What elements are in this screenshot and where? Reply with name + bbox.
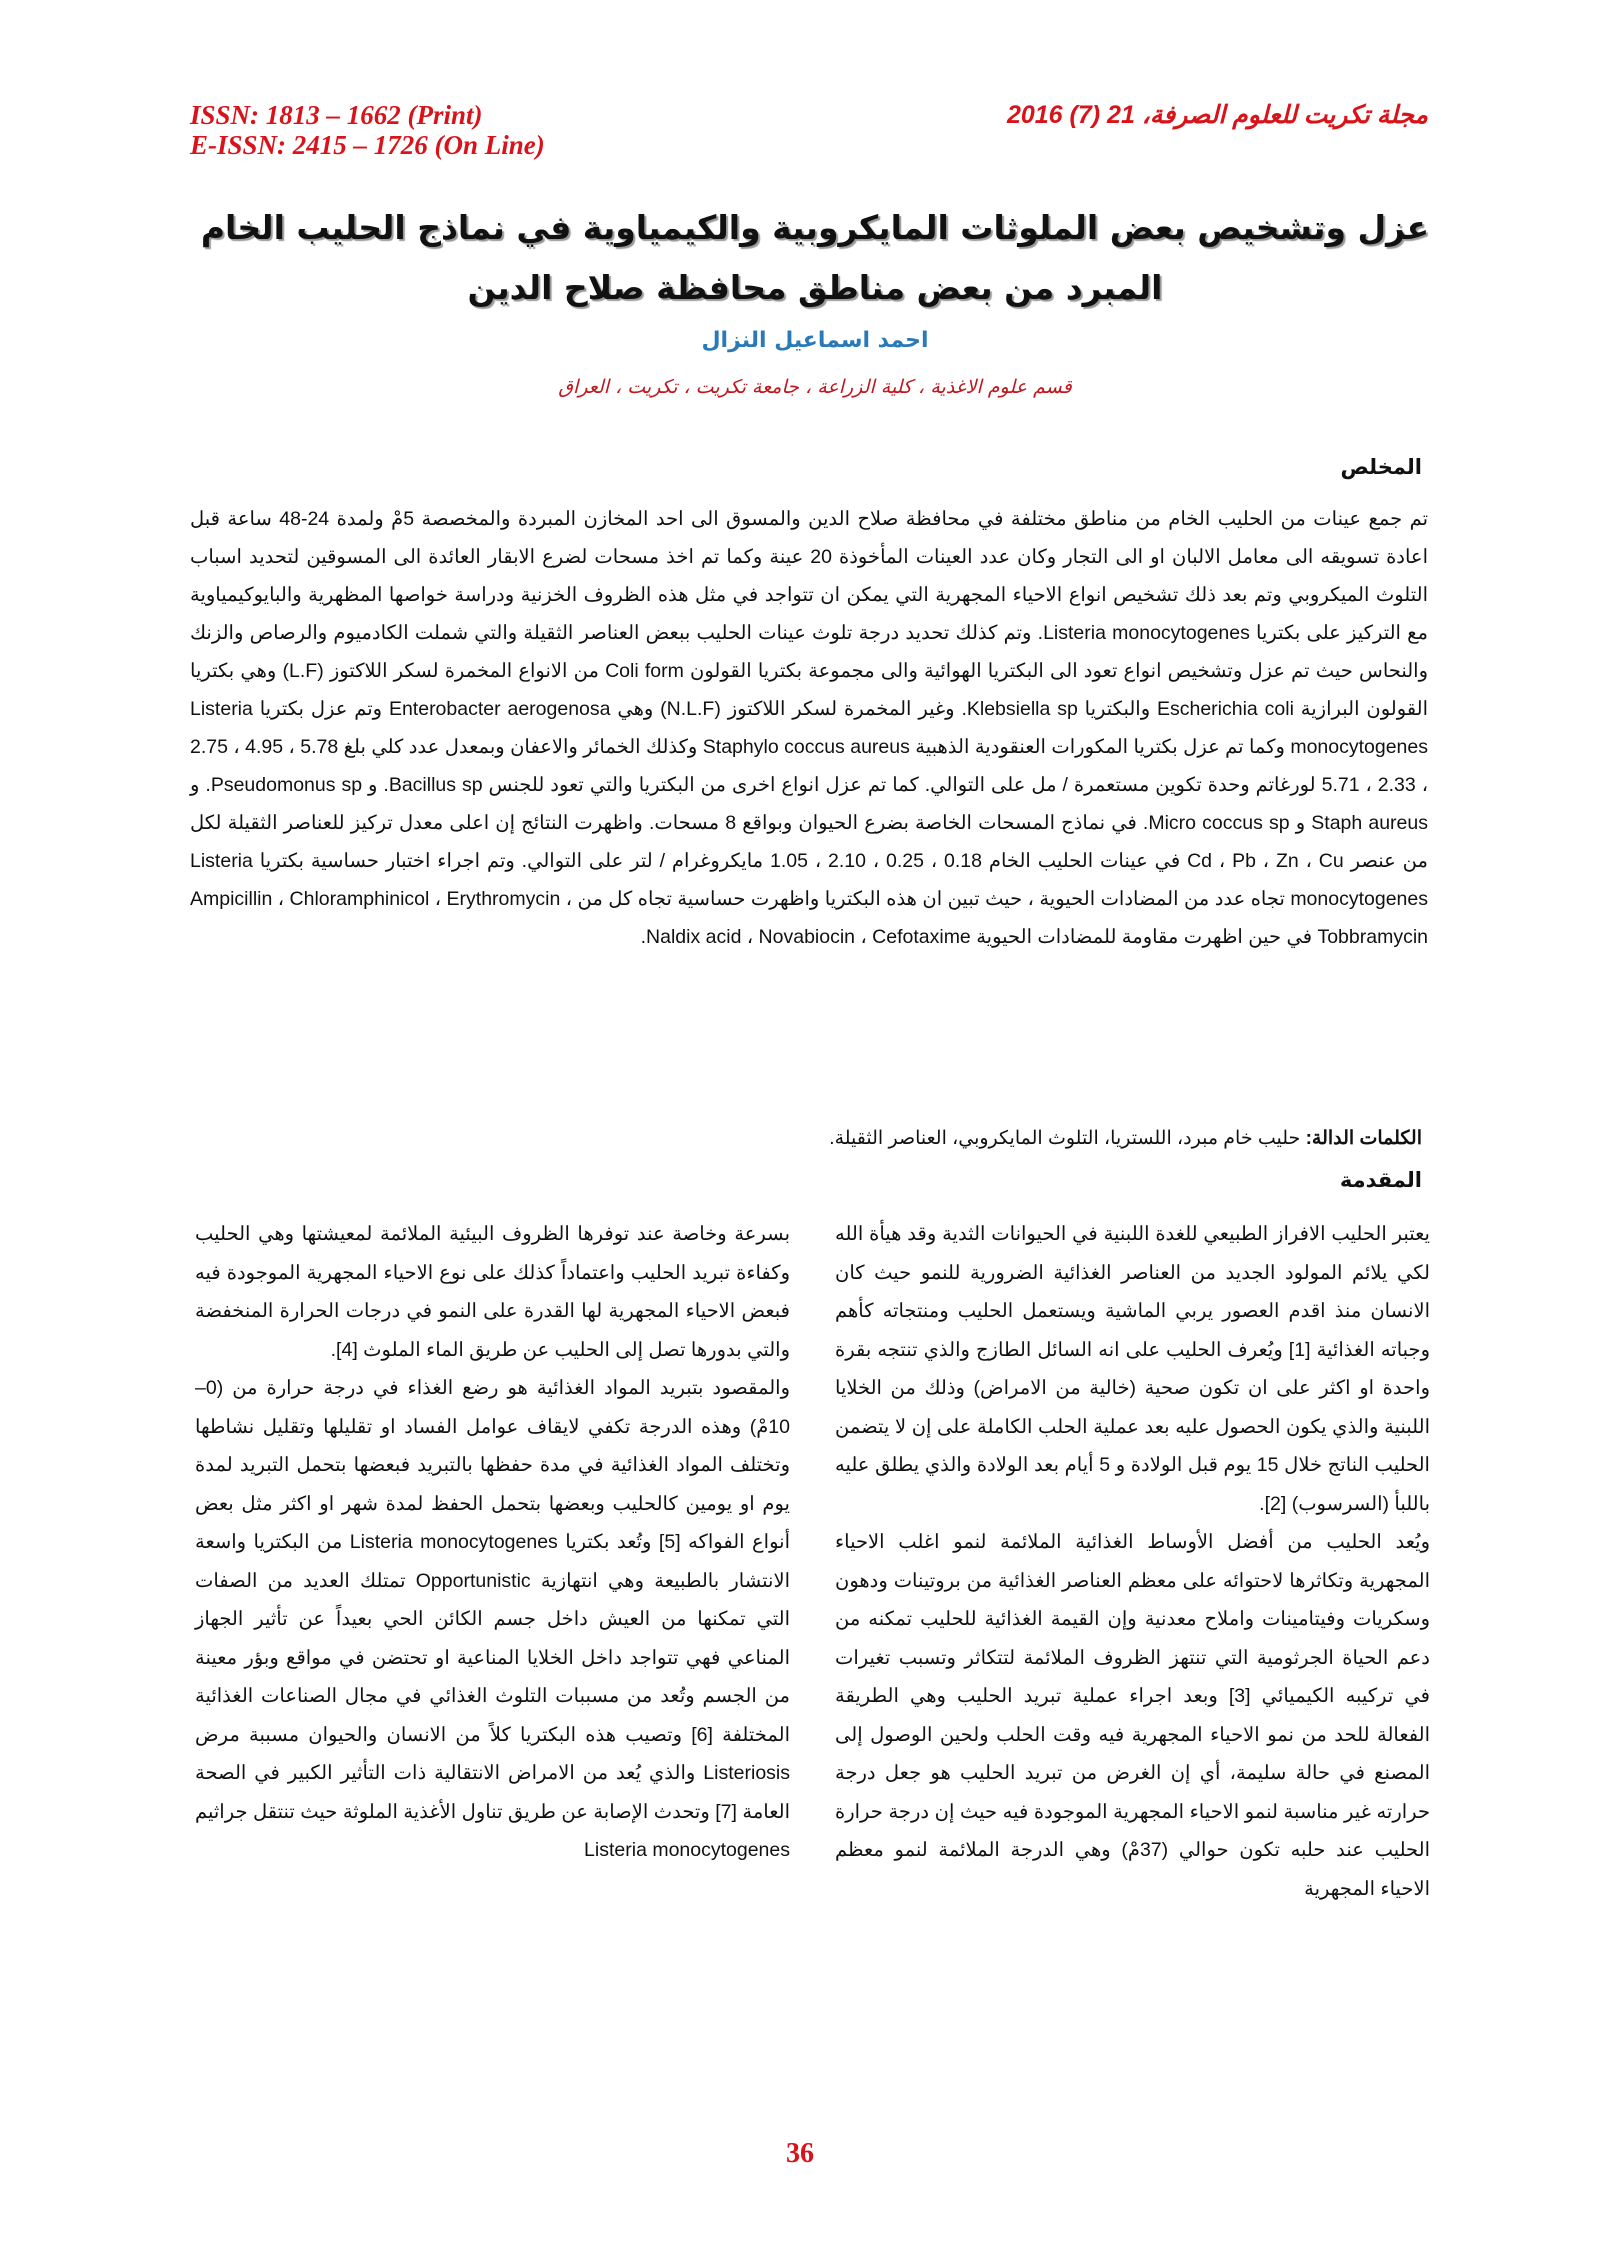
- issn-online: E-ISSN: 2415 – 1726 (On Line): [190, 130, 545, 160]
- keywords-label: الكلمات الدالة:: [1305, 1128, 1422, 1149]
- intro-paragraph: بسرعة وخاصة عند توفرها الظروف البيئية الملائمة لمعيشتها وهي الحليب وكفاءة تبريد الحليب واعتماداً كذلك على نوع الاحياء المجهرية الموجودة فيه فبعض الاحياء المجهرية لها القدرة على النمو في درجات الحرارة المنخفضة والتي بدورها تصل إلى الحليب عن طريق الماء الملوث [4].: [195, 1223, 790, 1361]
- intro-left-column: [195, 1215, 790, 1870]
- article-author: احمد اسماعيل النزال: [701, 328, 929, 353]
- issn-print: ISSN: 1813 – 1662 (Print): [190, 100, 483, 130]
- keywords-text: حليب خام مبرد، اللستريا، التلوث المايكروبي، العناصر الثقيلة.: [829, 1128, 1306, 1149]
- abstract-body: [190, 500, 1428, 956]
- intro-paragraph: ويُعد الحليب من أفضل الأوساط الغذائية الملائمة لنمو اغلب الاحياء المجهرية وتكاثرها لاحتوائه على معظم العناصر الغذائية من بروتينات ودهون وسكريات وفيتامينات واملاح معدنية وإن القيمة الغذائية للحليب تمكنه من دعم الحياة الجرثومية التي تنتهز الظروف الملائمة لتتكاثر وتسبب تغيرات في تركيبه الكيميائي [3] وبعد اجراء عملية تبريد الحليب وهي الطريقة الفعالة للحد من نمو الاحياء المجهرية فيه وقت الحلب ولحين الوصول إلى المصنع في حالة سليمة، أي إن الغرض من تبريد الحليب هو جعل درجة حرارته غير مناسبة لنمو الاحياء المجهرية الموجودة فيه حيث إن درجة حرارة الحليب عند حلبه تكون حوالي (37مْ) وهي الدرجة الملائمة لنمو معظم الاحياء المجهرية: [835, 1531, 1430, 1900]
- keywords-line: [829, 1127, 1422, 1150]
- introduction-heading: المقدمة: [1339, 1168, 1422, 1192]
- article-title: عزل وتشخيص بعض الملوثات المايكروبية والكيمياوية في نماذج الحليب الخام المبرد من بعض مناطق محافظة صلاح الدين: [200, 208, 1430, 307]
- issn-block: [190, 100, 545, 160]
- intro-right-column: [835, 1215, 1430, 1908]
- page-number: 36: [786, 2138, 814, 2169]
- author-affiliation: قسم علوم الاغذية ، كلية الزراعة ، جامعة تكريت ، تكريت ، العراق: [558, 376, 1072, 398]
- journal-citation: مجلة تكريت للعلوم الصرفة، 21 (7) 2016: [1006, 101, 1428, 129]
- abstract-text: تم جمع عينات من الحليب الخام من مناطق مختلفة في محافظة صلاح الدين والمسوق الى احد المخازن المبردة والمخصصة 5مْ ولمدة 24-48 ساعة قبل اعادة تسويقه الى معامل الالبان او الى التجار وكان عدد العينات المأخوذة 20 عينة وكما تم اخذ مسحات لضرع الابقار العائدة الى المسوقين لتحديد اسباب التلوث الميكروبي وتم بعد ذلك تشخيص انواع الاحياء المجهرية التي يمكن ان تتواجد في مثل هذه الظروف الخزنية ودراسة خواصها المظهرية والبايوكيمياوية مع التركيز على بكتريا Listeria monocytogenes. وتم كذلك تحديد درجة تلوث عينات الحليب ببعض العناصر الثقيلة والتي شملت الكادميوم والرصاص والزنك والنحاس حيث تم عزل وتشخيص انواع تعود الى البكتريا الهوائية والى مجموعة بكتريا القولون Coli form من الانواع المخمرة لسكر اللاكتوز (L.F) وهي بكتريا القولون البرازية Escherichia coli والبكتريا Klebsiella sp. وغير المخمرة لسكر اللاكتوز (N.L.F) وهي Enterobacter aerogenosa وتم عزل بكتريا Listeria monocytogenes وكما تم عزل بكتريا المكورات العنقودية الذهبية Staphylo coccus aureus وكذلك الخمائر والاعفان وبمعدل عدد كلي بلغ 5.78 ، 4.95 ، 2.75 ، 2.33 ، 5.71 لورغاتم وحدة تكوين مستعمرة / مل على التوالي. كما تم عزل انواع اخرى من البكتريا والتي تعود للجنس Bacillus sp. و Pseudomonus sp. و Staph aureus و Micro coccus sp. في نماذج المسحات الخاصة بضرع الحيوان وبواقع 8 مسحات. واظهرت النتائج إن اعلى معدل تركيز للعناصر الثقيلة لكل من عنصر Cd ، Pb ، Zn ، Cu في عينات الحليب الخام 0.18 ، 0.25 ، 2.10 ، 1.05 مايكروغرام / لتر على التوالي. وتم اجراء اختبار حساسية بكتريا Listeria monocytogenes تجاه عدد من المضادات الحيوية ، حيث تبين ان هذه البكتريا واظهرت حساسية تجاه كل من Ampicillin ، Chloramphinicol ، Erythromycin ، Tobbramycin في حين اظهرت مقاومة للمضادات الحيوية Naldix acid ، Novabiocin ، Cefotaxime.: [190, 508, 1429, 948]
- intro-paragraph: والمقصود بتبريد المواد الغذائية هو رضع الغذاء في درجة حرارة من (0–10مْ) وهذه الدرجة تكفي لايقاف عوامل الفساد او تقليلها وتقليل نشاطها وتختلف المواد الغذائية في مدة حفظها بالتبريد فبعضها بتحمل التبريد لمدة يوم او يومين كالحليب وبعضها بتحمل الحفظ لمدة شهر او اكثر مثل بعض أنواع الفواكه [5] وتُعد بكتريا Listeria monocytogenes من البكتريا واسعة الانتشار بالطبيعة وهي انتهازية Opportunistic تمتلك العديد من الصفات التي تمكنها من العيش داخل جسم الكائن الحي بعيداً عن تأثير الجهاز المناعي فهي تتواجد داخل الخلايا المناعية او تحتضن في مواقع وبؤر معينة من الجسم وتُعد من مسببات التلوث الغذائي في مجال الصناعات الغذائية المختلفة [6] وتصيب هذه البكتريا كلاً من الانسان والحيوان مسببة مرض Listeriosis والذي يُعد من الامراض الانتقالية ذات التأثير الكبير في الصحة العامة [7] وتحدث الإصابة عن طريق تناول الأغذية الملوثة حيث تنتقل جراثيم Listeria monocytogenes: [195, 1377, 790, 1861]
- abstract-heading: المخلص: [1340, 455, 1422, 479]
- intro-paragraph: يعتبر الحليب الافراز الطبيعي للغدة اللبنية في الحيوانات الثدية وقد هيأة الله لكي يلائم المولود الجديد من العناصر الغذائية الضرورية للنمو حيث كان الانسان منذ اقدم العصور يربي الماشية ويستعمل الحليب ومنتجاته كأهم وجباته الغذائية [1] ويُعرف الحليب على انه السائل الطازج والذي تنتجه بقرة واحدة او اكثر على ان تكون صحية (خالية من الامراض) وذلك من الخلايا اللبنية والذي يكون الحصول عليه بعد عملية الحلب الكاملة على إن لا يتضمن الحليب الناتج خلال 15 يوم قبل الولادة و 5 أيام بعد الولادة والذي يطلق عليه باللبأ (السرسوب) [2].: [835, 1223, 1430, 1515]
